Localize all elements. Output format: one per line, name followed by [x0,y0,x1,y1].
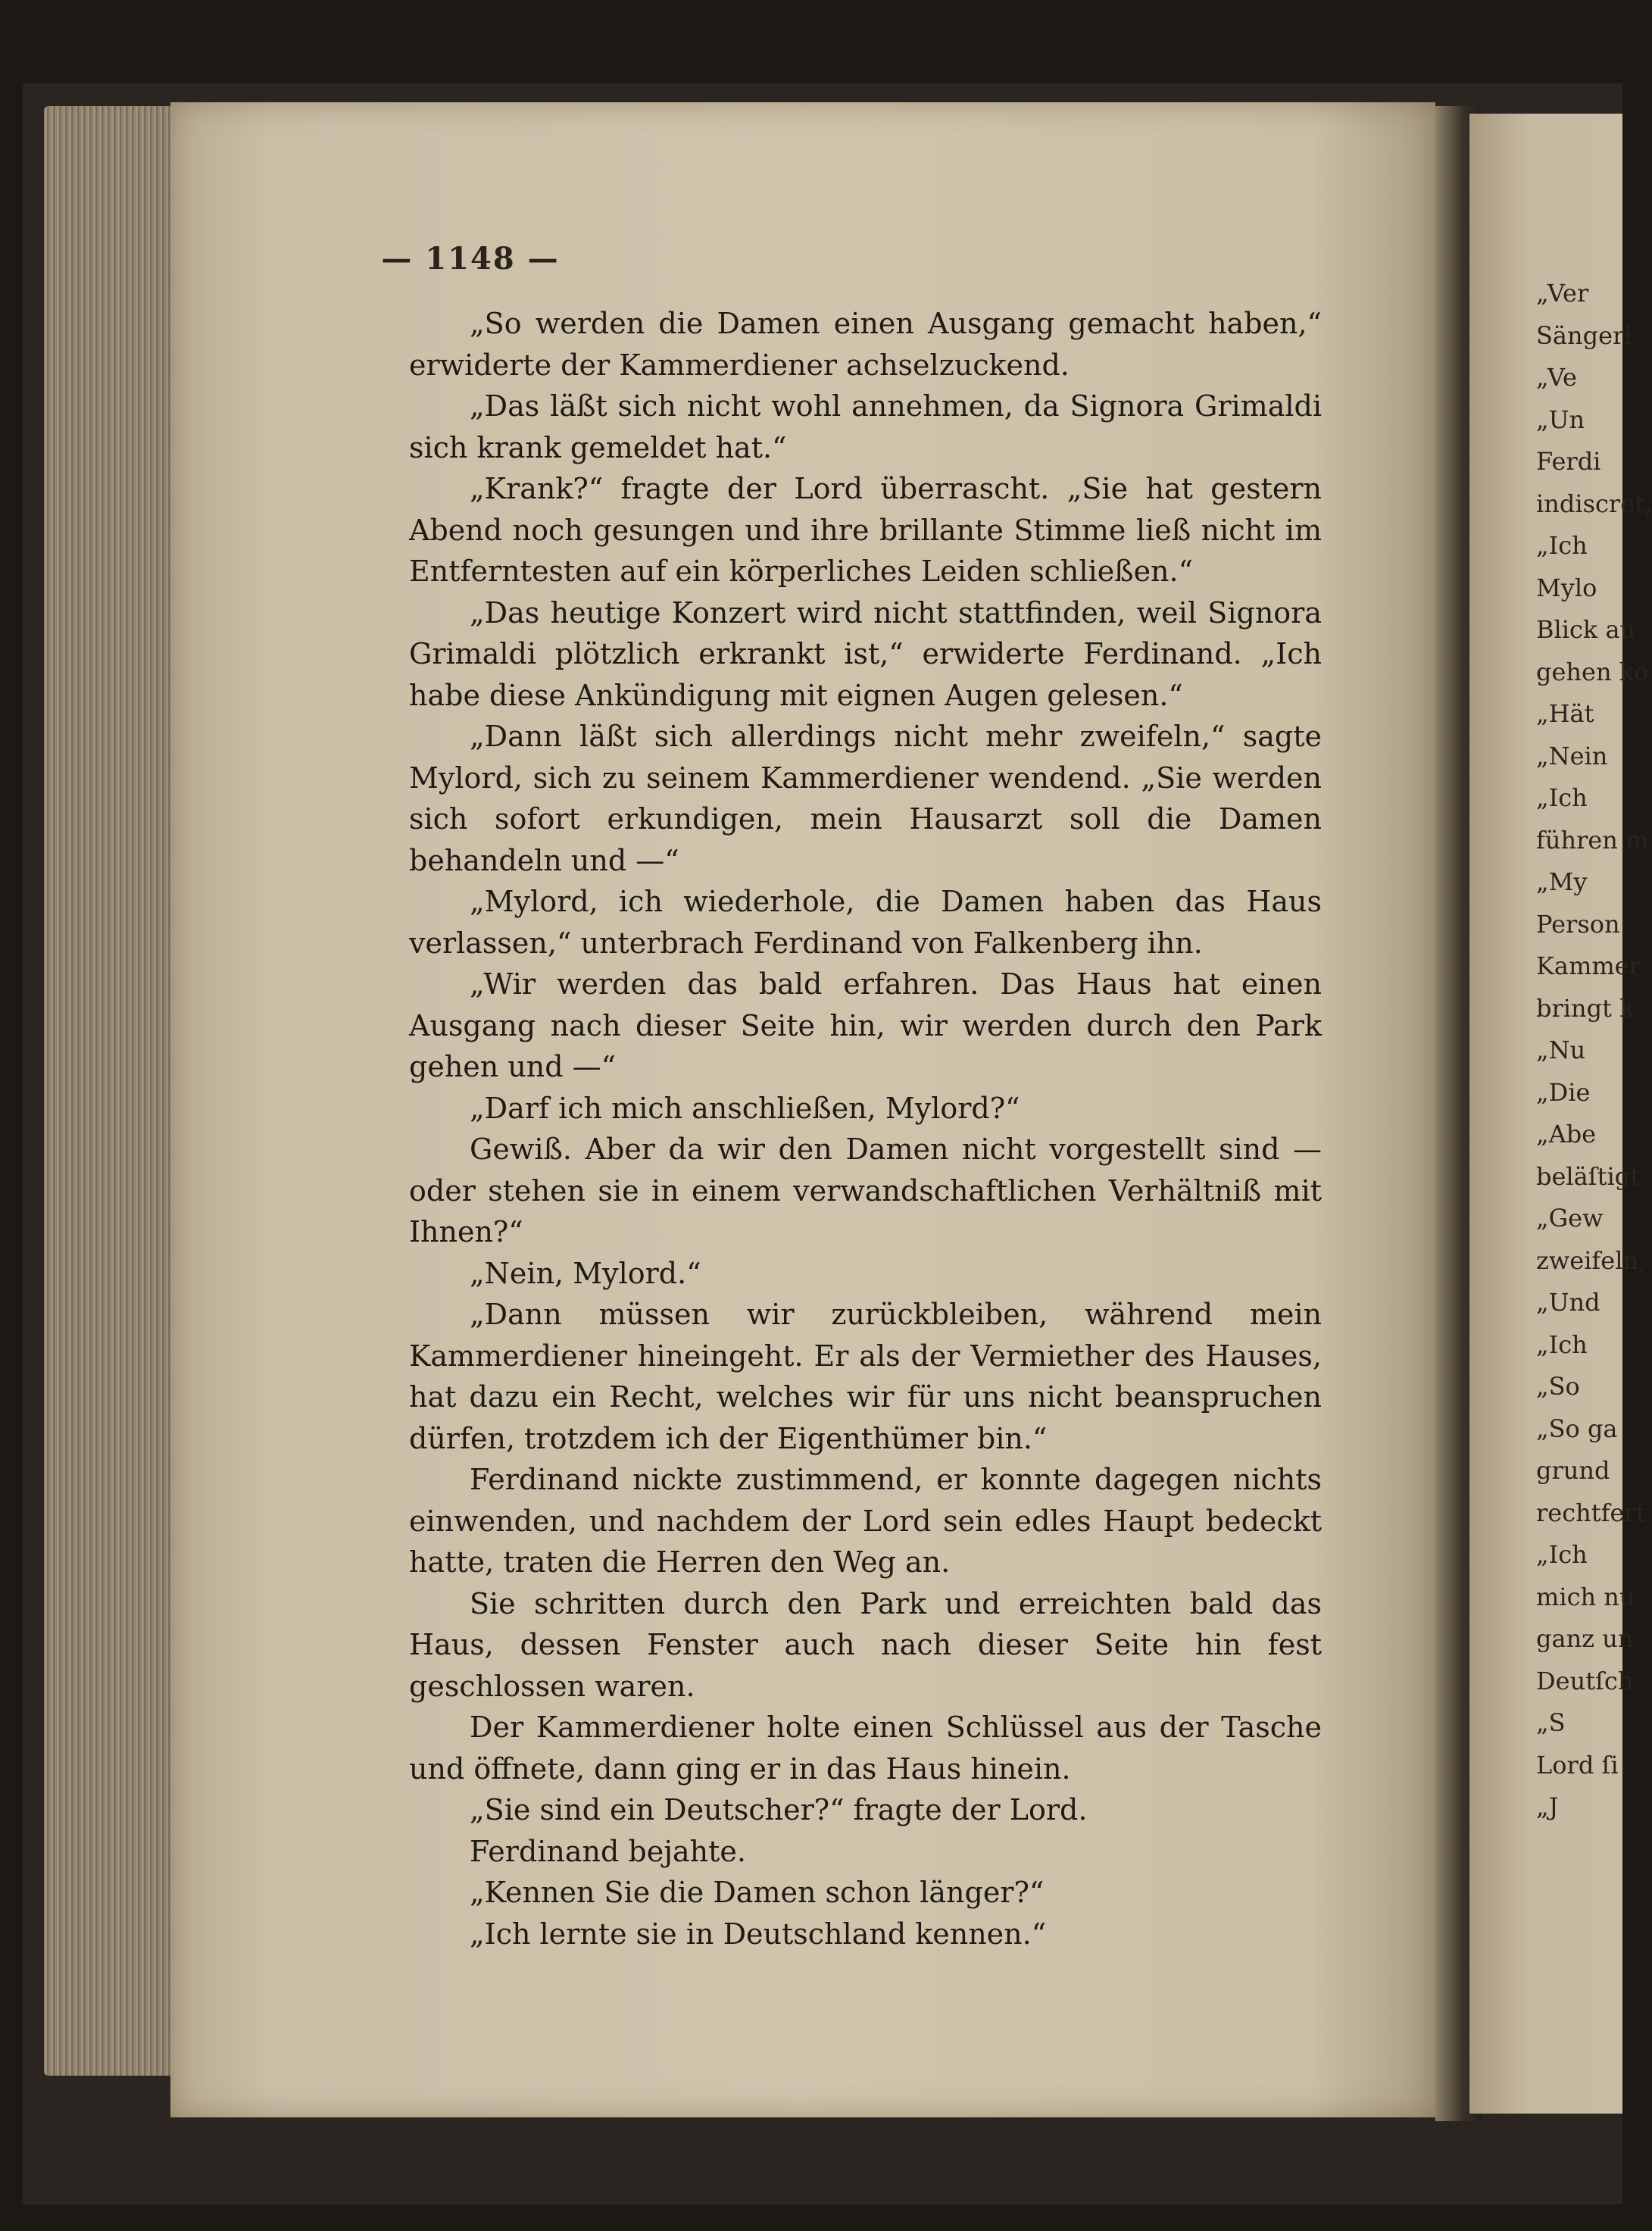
paragraph: „Das heutige Konzert wird nicht stattfinden, weil Signora Grimaldi plötzlich erkrankt ist,“ erwiderte Ferdinand. „Ich habe diese Ankündigung mit eignen Augen gelesen.“ [409,595,1322,712]
page-number-label: — 1148 — [381,241,560,277]
paragraph: „Dann läßt sich allerdings nicht mehr zweifeln,“ sagte Mylord, sich zu seinem Kammerdiener wendend. „Sie werden sich sofort erkundigen, mein Hausarzt soll die Damen behandeln und —“ [409,720,1322,877]
paragraph: Ferdinand bejahte. [470,1834,746,1868]
paragraph: Ferdinand nickte zustimmend, er konnte dagegen nichts einwenden, und nachdem der Lord sein edles Haupt bedeckt hatte, traten die Herren den Weg an. [409,1463,1322,1579]
right-page-line: Ferdi [1536,447,1601,476]
right-page-line: „Abe [1536,1120,1597,1148]
right-page-text [1536,273,1652,1829]
right-page-line: Mylo [1536,573,1597,602]
paragraph: „Ich lernte sie in Deutschland kennen.“ [470,1917,1047,1951]
paragraph: Gewiß. Aber da wir den Damen nicht vorgestellt sind — oder stehen sie in einem verwandschaftlichen Verhältniß mit Ihnen?“ [409,1133,1322,1248]
right-page-line: „Gew [1536,1204,1604,1233]
right-page-line: „Ver [1536,279,1589,308]
right-page-line: „So ga [1536,1414,1618,1443]
right-page-line: „J [1536,1792,1559,1821]
paragraph: „Wir werden das bald erfahren. Das Haus hat einen Ausgang nach dieser Seite hin, wir werden durch den Park gehen und —“ [409,967,1322,1083]
right-page-line: „Ich [1536,531,1588,560]
right-page-line: zweifeln, [1536,1245,1647,1275]
right-page-line: indiscret, [1536,489,1652,518]
paragraph: „Mylord, ich wiederhole, die Damen haben das Haus verlassen,“ unterbrach Ferdinand von Falkenberg ihn. [409,885,1322,960]
right-page-line: „S [1536,1708,1566,1737]
right-page-line: „Hät [1536,699,1594,728]
right-page-line: bringt k [1536,993,1635,1023]
paragraph: „Nein, Mylord.“ [470,1256,701,1290]
right-page-line: Person [1536,909,1620,939]
paragraph: Der Kammerdiener holte einen Schlüssel aus der Tasche und öffnete, dann ging er in das Haus hinein. [409,1711,1322,1786]
right-page-line: „My [1536,867,1588,896]
paragraph: „Dann müssen wir zurückbleiben, während mein Kammerdiener hineingeht. Er als der Vermiether des Hauses, hat dazu ein Recht, welches wir für uns nicht beanspruchen dürfen, trotzdem ich der Eigenthümer bin.“ [409,1298,1322,1455]
page-edges [44,106,176,2076]
right-page-line: mich nu [1536,1582,1635,1611]
right-page-line: gehen ko [1536,657,1649,686]
right-page-line: beläſtigt [1536,1161,1641,1191]
right-page-line: führen m [1536,825,1649,855]
paragraph: „Krank?“ fragte der Lord überrascht. „Sie hat gestern Abend noch gesungen und ihre brillante Stimme ließ nicht im Entferntesten auf ein körperliches Leiden schließen.“ [409,472,1322,588]
paragraph: „Sie sind ein Deutscher?“ fragte der Lord. [470,1793,1088,1826]
right-page-line: „So [1536,1372,1580,1401]
right-page-line: Lord ſi [1536,1750,1619,1779]
paragraph: „Das läßt sich nicht wohl annehmen, da Signora Grimaldi sich krank gemeldet hat.“ [409,389,1322,464]
paragraph: Sie schritten durch den Park und erreichten bald das Haus, dessen Fenster auch nach dieser Seite hin fest geschlossen waren. [409,1586,1322,1703]
paragraph: „So werden die Damen einen Ausgang gemacht haben,“ erwiderte der Kammerdiener achselzuckend. [409,307,1322,382]
right-page-line: rechtfert [1536,1498,1646,1527]
right-page-line: „Ve [1536,363,1577,392]
page-number [0,241,1622,277]
right-page-line: Sängeri [1536,320,1632,350]
right-page-line: „Nein [1536,741,1608,770]
body-text [409,303,1322,1954]
right-page-line: Kammer [1536,951,1641,980]
right-page-line: „Ich [1536,783,1588,812]
right-page-line: „Die [1536,1077,1591,1107]
right-page-line: „Und [1536,1288,1600,1317]
right-page-line: „Un [1536,405,1585,434]
right-page-line: „Nu [1536,1036,1586,1064]
right-page-line: ganz un [1536,1624,1634,1653]
paragraph: „Darf ich mich anschließen, Mylord?“ [470,1091,1020,1125]
right-page-line: grund [1536,1456,1610,1485]
right-page-line: Deutſch [1536,1666,1634,1695]
paragraph: „Kennen Sie die Damen schon länger?“ [470,1876,1045,1909]
right-page-line: „Ich [1536,1540,1588,1569]
right-page-line: „Ich [1536,1330,1588,1359]
right-page-line: Blick au [1536,615,1636,644]
